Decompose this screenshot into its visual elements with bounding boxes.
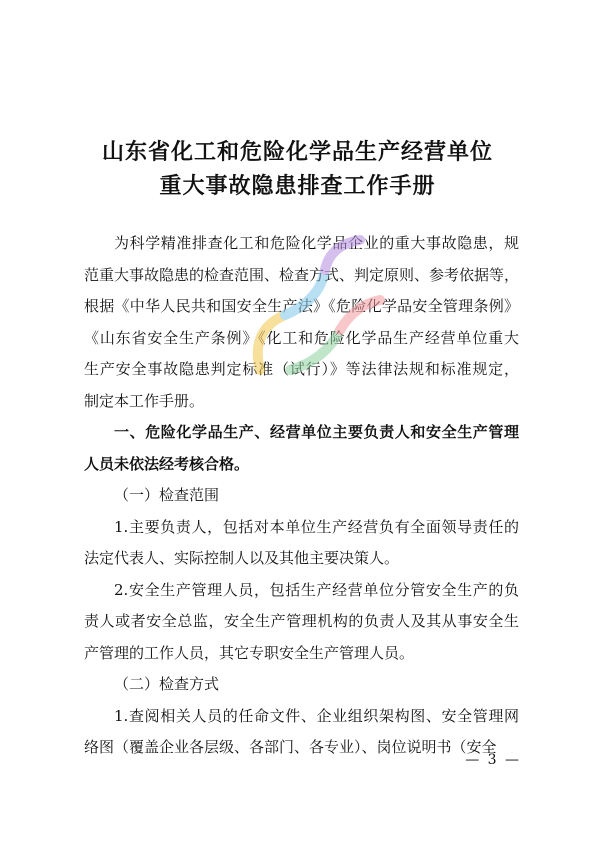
document-body	[84, 228, 519, 764]
paragraph-line: （一）检查范围	[114, 486, 220, 504]
paragraph-line: 生产安全事故隐患判定标准（试行）》等法律法规和标准规定，	[84, 360, 519, 378]
paragraph-line: 一、危险化学品生产、经营单位主要负责人和安全生产管理	[114, 423, 519, 441]
document-title-line-2: 重大事故隐患排查工作手册	[159, 174, 436, 199]
paragraph-line: 络图（覆盖企业各层级、各部门、各专业）、岗位说明书（安全	[84, 738, 497, 756]
paragraph-line: 1.查阅相关人员的任命文件、企业组织架构图、安全管理网	[114, 706, 519, 725]
paragraph-line: 产管理的工作人员，其它专职安全生产管理人员。	[84, 643, 415, 662]
paragraph-line: 人员未依法经考核合格。	[84, 454, 250, 473]
paragraph-line: 责人或者安全总监，安全生产管理机构的负责人及其从事安全生	[84, 612, 519, 630]
paragraph-line: 《山东省安全生产条例》《化工和危险化学品生产经营单位重大	[84, 328, 519, 347]
paragraph-item-1-1	[84, 512, 519, 575]
paragraph-line: （二）检查方式	[114, 675, 220, 693]
paragraph-line: 为科学精准排查化工和危险化学品企业的重大事故隐患，规	[114, 234, 519, 252]
paragraph-line: 2.安全生产管理人员，包括生产经营单位分管安全生产的负	[114, 580, 519, 599]
document-title-line-1: 山东省化工和危险化学品生产经营单位	[101, 140, 493, 165]
paragraph-item-2-1	[84, 701, 519, 764]
paragraph-sub-2	[84, 669, 519, 701]
page-number: — 3 —	[465, 752, 521, 768]
paragraph-line: 法定代表人、实际控制人以及其他主要决策人。	[84, 549, 400, 567]
paragraph-section-1	[84, 417, 519, 480]
paragraph-line: 1.主要负责人，包括对本单位生产经营负有全面领导责任的	[114, 517, 519, 536]
paragraph-sub-1	[84, 480, 519, 512]
paragraph-line: 范重大事故隐患的检查范围、检查方式、判定原则、参考依据等，	[84, 265, 520, 284]
paragraph-line: 根据《中华人民共和国安全生产法》《危险化学品安全管理条例》	[84, 297, 519, 315]
paragraph-line: 制定本工作手册。	[84, 391, 205, 410]
paragraph-item-1-2	[84, 575, 519, 670]
paragraph-intro	[84, 228, 519, 417]
